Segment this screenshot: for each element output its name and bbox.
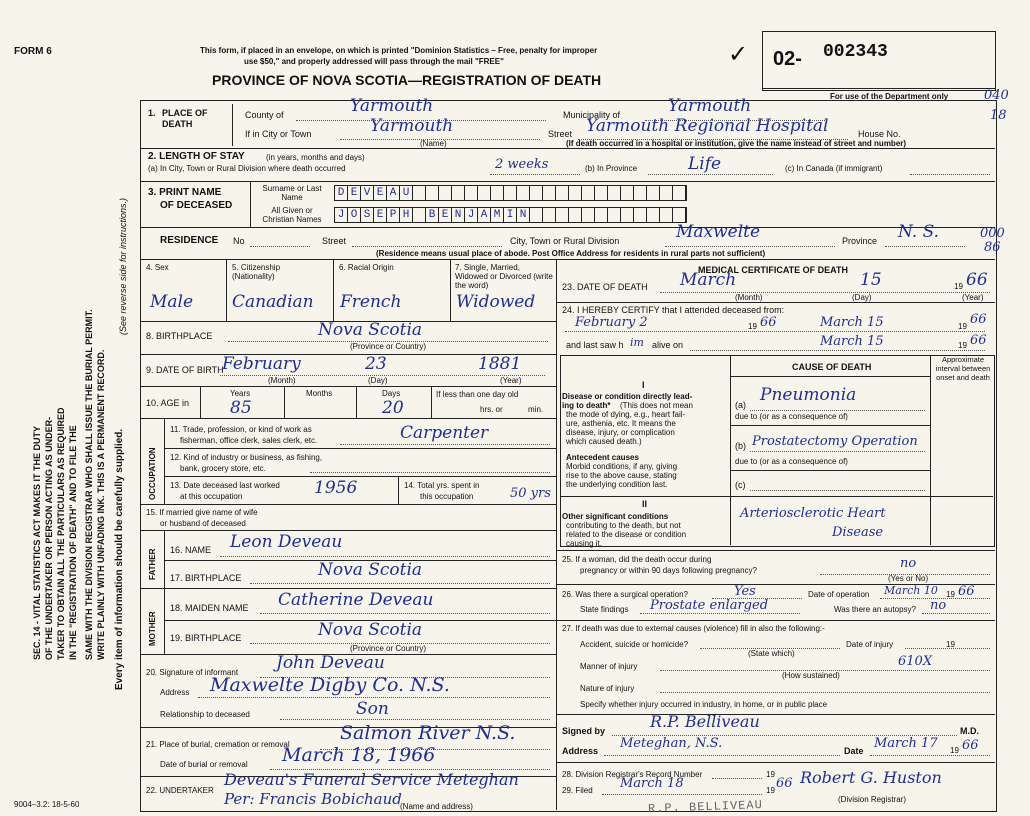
given-name-cell[interactable]: N	[452, 208, 465, 222]
surname-cell[interactable]	[556, 186, 569, 200]
f29-label: 29. Filed	[562, 786, 593, 795]
s3-label-1: 3. PRINT NAME	[148, 187, 222, 198]
f27-year-prefix: 19	[946, 640, 955, 649]
s1-num: 1.	[148, 108, 156, 118]
given-name-cell[interactable]	[660, 208, 673, 222]
surname-grid[interactable]	[334, 185, 687, 201]
f21-label: 21. Place of burial, cremation or removal	[146, 740, 290, 749]
f24-last-prefix: 19	[958, 341, 967, 350]
s2-a-label: (a) In City, Town or Rural Division where death occurred	[148, 164, 346, 173]
surname-cell[interactable]: A	[387, 186, 400, 200]
f10-hrs-label: hrs. or	[480, 405, 503, 414]
registration-prefix: 02-	[773, 48, 802, 70]
cause-b-label: (b)	[735, 441, 746, 451]
f15-label-1: 15. If married give name of wife	[146, 508, 258, 517]
f13-label-2: at this occupation	[180, 492, 243, 501]
surname-cell[interactable]	[621, 186, 634, 200]
f27-label: 27. If death was due to external causes (violence) fill in also the following:-	[562, 624, 825, 633]
disease-label-2: ing to death*	[562, 401, 611, 410]
given-name-cell[interactable]: A	[478, 208, 491, 222]
surname-cell[interactable]	[608, 186, 621, 200]
s2-a[interactable]: 2 weeks	[495, 157, 549, 172]
side-text-8: (See reverse side for instructions.)	[118, 197, 128, 335]
s2-sub: (in years, months and days)	[266, 153, 365, 162]
page-title: PROVINCE OF NOVA SCOTIA—REGISTRATION OF DEATH	[212, 72, 602, 88]
month-label-1: (Month)	[268, 376, 296, 385]
given-name-cell[interactable]: E	[439, 208, 452, 222]
s1-street[interactable]: Yarmouth Regional Hospital	[586, 116, 829, 136]
due-to-1: due to (or as a consequence of)	[735, 412, 848, 421]
f28-label: 28. Division Registrar's Record Number	[562, 770, 703, 779]
given-name-cell[interactable]	[543, 208, 556, 222]
s2-b[interactable]: Life	[688, 154, 722, 174]
surname-cell[interactable]	[569, 186, 582, 200]
f27-manner-label: Manner of injury	[580, 662, 638, 671]
disease-label-5: ure, asthenia, etc. It means the	[566, 419, 676, 428]
f26-date-label: Date of operation	[808, 590, 870, 599]
day-label-2: (Day)	[852, 293, 872, 302]
cause-a[interactable]: Pneumonia	[760, 385, 857, 405]
f4-label: 4. Sex	[146, 263, 169, 272]
given-name-cell[interactable]	[647, 208, 660, 222]
surname-cell[interactable]	[478, 186, 491, 200]
f23-year-prefix: 19	[954, 282, 963, 291]
address-label: Address	[562, 746, 599, 756]
f29-year-prefix: 19	[766, 786, 775, 795]
s1-note: (If death occurred in a hospital or institution, give the name instead of street and number)	[566, 139, 907, 148]
f27-nature-label: Nature of injury	[580, 684, 635, 693]
f27-accident-label: Accident, suicide or homicide?	[580, 640, 689, 649]
s3-label-2: OF DECEASED	[160, 200, 233, 211]
given-name-cell[interactable]	[621, 208, 634, 222]
given-name-cell[interactable]: P	[387, 208, 400, 222]
date-signed-prefix: 19	[950, 746, 959, 755]
s2-b-label: (b) In Province	[585, 164, 638, 173]
f25-pregnancy[interactable]: no	[900, 556, 917, 571]
f28-year-prefix: 19	[766, 770, 775, 779]
f26-autopsy-label: Was there an autopsy?	[834, 605, 916, 614]
given-name-cell[interactable]: J	[465, 208, 478, 222]
side-text-3: TAKER TO OBTAIN ALL THE PARTICULARS AS REQUIRED	[56, 407, 66, 660]
given-name-cell[interactable]	[634, 208, 647, 222]
f22-undertaker-per[interactable]: Per: Francis Bobichaud	[224, 790, 402, 808]
f19-sub: (Province or Country)	[350, 644, 427, 653]
f21-date-label: Date of burial or removal	[160, 760, 248, 769]
surname-cell[interactable]	[465, 186, 478, 200]
f24-label: 24. I HEREBY CERTIFY that I attended deceased from:	[562, 305, 785, 315]
registrar-signature[interactable]: Robert G. Huston	[800, 768, 942, 787]
f25-label-2: pregnancy or within 90 days following pregnancy?	[580, 566, 757, 575]
f12-label-1: 12. Kind of industry or business, as fishing,	[170, 453, 323, 462]
dept-use-label: For use of the Department only	[830, 92, 949, 101]
f15-label-2: or husband of deceased	[160, 519, 246, 528]
other-condition-2[interactable]: Disease	[832, 525, 884, 540]
disease-label-1: Disease or condition directly lead-	[562, 392, 693, 401]
f8-label: 8. BIRTHPLACE	[146, 331, 213, 341]
residence-prov[interactable]: N. S.	[898, 222, 940, 242]
f24-last-seen[interactable]: March 15	[820, 334, 884, 349]
f22-undertaker[interactable]: Deveau's Funeral Service Meteghan	[224, 770, 519, 789]
f23-day[interactable]: 15	[860, 270, 882, 290]
surname-cell[interactable]	[439, 186, 452, 200]
side-text-1: SEC. 14 - VITAL STATISTICS ACT MAKES IT THE DUTY	[32, 425, 42, 660]
surname-cell[interactable]	[426, 186, 439, 200]
given-name-cell[interactable]: M	[491, 208, 504, 222]
f22-sub: (Name and address)	[400, 802, 473, 811]
surname-cell[interactable]	[634, 186, 647, 200]
f16-father-name[interactable]: Leon Deveau	[230, 532, 343, 552]
surname-cell[interactable]	[647, 186, 660, 200]
ante-label-4: the underlying condition last.	[566, 480, 668, 489]
f27-specify-label: Specify whether injury occurred in industry, in home, or in public place	[580, 700, 828, 709]
f13-label-1: 13. Date deceased last worked	[170, 481, 280, 490]
father-label: FATHER	[148, 548, 157, 580]
f20-relationship[interactable]: Son	[356, 699, 389, 719]
f24-from-prefix: 19	[748, 322, 757, 331]
f10-less-label: If less than one day old	[436, 390, 519, 399]
md-label: M.D.	[960, 726, 979, 736]
f11-occupation[interactable]: Carpenter	[400, 423, 489, 443]
surname-cell[interactable]	[413, 186, 426, 200]
side-text-5: SAME WITH THE DIVISION REGISTRAR WHO SHALL ISSUE THE BURIAL PERMIT.	[84, 309, 94, 660]
dept-code-2: 18	[990, 108, 1007, 123]
f24-alive-label: alive on	[652, 340, 684, 350]
given-name-cell[interactable]	[673, 208, 686, 222]
f24-last-year[interactable]: 66	[970, 333, 987, 348]
other-condition-1[interactable]: Arteriosclerotic Heart	[740, 506, 886, 521]
residence-street-label: Street	[322, 236, 347, 246]
f20-informant[interactable]: John Deveau	[276, 653, 385, 673]
f4-sex[interactable]: Male	[150, 292, 194, 312]
given-name-cell[interactable]: H	[400, 208, 413, 222]
registrar-label: (Division Registrar)	[838, 795, 907, 804]
other-label-2: contributing to the death, but not	[566, 521, 681, 530]
form-label: FORM 6	[14, 46, 52, 57]
f13-last-worked[interactable]: 1956	[314, 478, 358, 498]
f14-label-2: this occupation	[420, 492, 474, 501]
f24-last-label: and last saw h	[566, 340, 624, 350]
f11-label-2: fisherman, office clerk, sales clerk, etc.	[180, 436, 318, 445]
side-text-2: OF THE UNDERTAKER OR PERSON ACTING AS UNDER-	[44, 416, 54, 660]
f10-years-label: Years	[230, 389, 251, 398]
s1-street-label: Street	[548, 129, 573, 139]
f23-label: 23. DATE OF DEATH	[562, 282, 648, 292]
f29-year[interactable]: 66	[776, 776, 793, 791]
f26-autopsy[interactable]: no	[930, 598, 947, 613]
given-name-cell[interactable]: I	[504, 208, 517, 222]
s1-name-label: (Name)	[420, 139, 447, 148]
f10-days[interactable]: 20	[382, 398, 404, 418]
f20-relationship-label: Relationship to deceased	[160, 710, 250, 719]
f18-mother-name[interactable]: Catherine Deveau	[278, 590, 434, 610]
dept-code-4: 86	[984, 240, 1001, 255]
surname-cell[interactable]	[491, 186, 504, 200]
given-name-cell[interactable]	[608, 208, 621, 222]
f27-how-label: (How sustained)	[782, 671, 840, 680]
given-name-cell[interactable]	[530, 208, 543, 222]
ante-label-3: rise to the above cause, stating	[566, 471, 677, 480]
f9-day[interactable]: 23	[365, 354, 387, 374]
surname-cell[interactable]	[660, 186, 673, 200]
f22-label: 22. UNDERTAKER	[146, 786, 214, 795]
year-label-2: (Year)	[962, 293, 984, 302]
given-name-cell[interactable]	[413, 208, 426, 222]
f11-label-1: 11. Trade, profession, or kind of work as	[170, 425, 312, 434]
f9-label: 9. DATE OF BIRTH	[146, 365, 224, 375]
date-label: Date	[844, 746, 864, 756]
interval-label: Approximate interval between onset and death	[935, 355, 991, 382]
surname-cell[interactable]	[504, 186, 517, 200]
signer-address[interactable]: Meteghan, N.S.	[620, 736, 723, 751]
f18-label: 18. MAIDEN NAME	[170, 603, 249, 613]
f27-code[interactable]: 610X	[898, 654, 933, 669]
surname-cell[interactable]: U	[400, 186, 413, 200]
f10-years[interactable]: 85	[230, 398, 252, 418]
disease-label-3: (This does not mean	[620, 401, 693, 410]
f26-findings-label: State findings	[580, 605, 629, 614]
header-note-1: This form, if placed in an envelope, on which is printed "Dominion Statistics – Free, penalty for improper	[200, 46, 598, 55]
surname-cell[interactable]: D	[335, 186, 348, 200]
dept-code-3: 000	[980, 226, 1005, 241]
f10-label: 10. AGE in	[146, 398, 190, 408]
disease-label-4: the mode of dying, e.g., heart fail-	[566, 410, 686, 419]
s1-houseno-label: House No.	[858, 129, 901, 139]
cause-a-label: (a)	[735, 400, 746, 410]
f5-citizenship[interactable]: Canadian	[232, 292, 314, 312]
f8-birthplace[interactable]: Nova Scotia	[318, 320, 423, 340]
check-mark-icon: ✓	[728, 41, 749, 68]
surname-cell[interactable]	[582, 186, 595, 200]
f25-sub: (Yes or No)	[888, 574, 929, 583]
surname-cell[interactable]	[517, 186, 530, 200]
dept-code-1: 040	[984, 88, 1009, 103]
f24-last-him[interactable]: im	[630, 336, 644, 349]
residence-note: (Residence means usual place of abode. Post Office Address for residents in rural parts not sufficient)	[376, 249, 766, 258]
f10-min-label: min.	[528, 405, 544, 414]
f6-label: 6. Racial Origin	[339, 263, 394, 272]
day-label-1: (Day)	[368, 376, 388, 385]
f10-months-label: Months	[306, 389, 333, 398]
disease-label-6: disease, injury, or complication	[566, 428, 675, 437]
s1-municipality-label: Municipality of	[563, 110, 621, 120]
f6-racial-origin[interactable]: French	[340, 292, 402, 312]
other-label-3: related to the disease or condition	[566, 530, 687, 539]
f21-burial-place[interactable]: Salmon River N.S.	[340, 722, 516, 744]
residence-city-label: City, Town or Rural Division	[510, 236, 620, 246]
s1-label: PLACE OF DEATH	[162, 108, 208, 129]
given-name-cell[interactable]	[582, 208, 595, 222]
s1-city-label: If in City or Town	[245, 129, 312, 139]
f27-date-label: Date of injury	[846, 640, 894, 649]
other-label-1: Other significant conditions	[562, 512, 669, 521]
residence-no-label: No	[233, 236, 245, 246]
due-to-2: due to (or as a consequence of)	[735, 457, 848, 466]
f26-findings[interactable]: Prostate enlarged	[650, 598, 769, 613]
s1-city[interactable]: Yarmouth	[370, 116, 454, 136]
surname-cell[interactable]	[673, 186, 686, 200]
f8-sub: (Province or Country)	[350, 342, 427, 351]
side-text-6: WRITE PLAINLY WITH UNFADING INK. THIS IS A PERMANENT RECORD.	[96, 349, 106, 660]
f24-from-year[interactable]: 66	[760, 315, 777, 330]
f25-label-1: 25. If a woman, did the death occur during	[562, 555, 712, 564]
header-note-2: use $50," and properly addressed will pass through the mail "FREE"	[244, 57, 504, 66]
cause-title: CAUSE OF DEATH	[792, 362, 872, 372]
surname-cell[interactable]	[452, 186, 465, 200]
f29-filed[interactable]: March 18	[620, 776, 684, 791]
roman-2: II	[642, 499, 648, 509]
registration-number-box	[762, 31, 996, 91]
f17-father-birthplace[interactable]: Nova Scotia	[318, 560, 423, 580]
f7-label: 7. Single, Married, Widowed or Divorced (write the word)	[455, 263, 553, 290]
f20-address[interactable]: Maxwelte Digby Co. N.S.	[210, 674, 450, 696]
s1-municipality[interactable]: Yarmouth	[668, 96, 752, 116]
disease-label-7: which caused death.)	[566, 437, 642, 446]
s2-label: 2. LENGTH OF STAY	[148, 151, 245, 162]
f10-days-label: Days	[382, 389, 401, 398]
med-title: MEDICAL CERTIFICATE OF DEATH	[698, 265, 848, 275]
f20-label: 20. Signature of informant	[146, 668, 239, 677]
side-text-7: Every item of information should be carefully supplied.	[114, 428, 125, 690]
f24-to[interactable]: March 15	[820, 315, 884, 330]
given-name-cell[interactable]: E	[374, 208, 387, 222]
f24-to-prefix: 19	[958, 322, 967, 331]
year-label-1: (Year)	[500, 376, 522, 385]
f5-label: 5. Citizenship (Nationality)	[232, 263, 281, 281]
f24-to-year[interactable]: 66	[970, 312, 987, 327]
surname-cell[interactable]	[595, 186, 608, 200]
surname-cell[interactable]: V	[361, 186, 374, 200]
f17-label: 17. BIRTHPLACE	[170, 573, 242, 583]
surname-cell[interactable]	[530, 186, 543, 200]
f14-total-years[interactable]: 50 yrs	[510, 486, 551, 501]
residence-prov-label: Province	[842, 236, 878, 246]
given-name-cell[interactable]	[556, 208, 569, 222]
f9-year[interactable]: 1881	[478, 354, 522, 374]
f20-address-label: Address	[160, 688, 190, 697]
given-names-grid[interactable]	[334, 207, 687, 223]
given-name-cell[interactable]: O	[348, 208, 361, 222]
cause-c-label: (c)	[735, 480, 746, 490]
f26-year-prefix: 19	[946, 590, 955, 599]
f14-label-1: 14. Total yrs. spent in	[404, 481, 480, 490]
given-name-cell[interactable]: B	[426, 208, 439, 222]
f9-month[interactable]: February	[222, 354, 301, 374]
date-signed-year[interactable]: 66	[962, 738, 979, 753]
f26-operation[interactable]: Yes	[734, 584, 756, 599]
f26-date[interactable]: March 10	[884, 584, 938, 597]
f26-label: 26. Was there a surgical operation?	[562, 590, 688, 599]
f23-year[interactable]: 66	[966, 270, 988, 290]
side-text-4: IN THE "REGISTRATION OF DEATH" AND TO FILE THE	[68, 425, 78, 660]
given-name-cell[interactable]	[569, 208, 582, 222]
form-code: 9004–3.2: 18-5-60	[14, 800, 80, 809]
ante-label-2: Morbid conditions, if any, giving	[566, 462, 678, 471]
f26-year[interactable]: 66	[958, 584, 975, 599]
surname-cell[interactable]: E	[348, 186, 361, 200]
given-name-cell[interactable]: J	[335, 208, 348, 222]
roman-1: I	[642, 380, 645, 390]
f24-from[interactable]: February 2	[575, 315, 648, 330]
signed-by[interactable]: R.P. Belliveau	[650, 712, 760, 731]
f27-state-label: (State which)	[748, 649, 795, 658]
mother-label: MOTHER	[148, 611, 157, 646]
f16-label: 16. NAME	[170, 545, 212, 555]
s3-given-label: All Given or Christian Names	[262, 206, 322, 224]
date-signed[interactable]: March 17	[874, 736, 938, 751]
s1-county-label: County of	[245, 110, 284, 120]
residence-city[interactable]: Maxwelte	[676, 222, 761, 242]
ante-label-1: Antecedent causes	[566, 453, 639, 462]
given-name-cell[interactable]	[595, 208, 608, 222]
surname-cell[interactable]	[543, 186, 556, 200]
residence-label: RESIDENCE	[160, 235, 219, 246]
cause-b[interactable]: Prostatectomy Operation	[752, 434, 918, 449]
f23-month[interactable]: March	[680, 270, 737, 290]
registration-number: 002343	[823, 42, 888, 62]
f7-marital[interactable]: Widowed	[456, 292, 536, 312]
s3-surname-label: Surname or Last Name	[262, 184, 322, 202]
s2-c-label: (c) In Canada (if immigrant)	[785, 164, 883, 173]
given-name-cell[interactable]: N	[517, 208, 530, 222]
f21-burial-date[interactable]: March 18, 1966	[282, 744, 436, 766]
s1-county[interactable]: Yarmouth	[350, 96, 434, 116]
f12-label-2: bank, grocery store, etc.	[180, 464, 266, 473]
surname-cell[interactable]: E	[374, 186, 387, 200]
given-name-cell[interactable]: S	[361, 208, 374, 222]
other-label-4: causing it.	[566, 539, 603, 548]
stamp: R.P. BELLIVEAU	[647, 798, 764, 816]
signed-label: Signed by	[562, 726, 606, 736]
occupation-label: OCCUPATION	[148, 447, 157, 500]
f19-mother-birthplace[interactable]: Nova Scotia	[318, 620, 423, 640]
month-label-2: (Month)	[735, 293, 763, 302]
f19-label: 19. BIRTHPLACE	[170, 633, 242, 643]
